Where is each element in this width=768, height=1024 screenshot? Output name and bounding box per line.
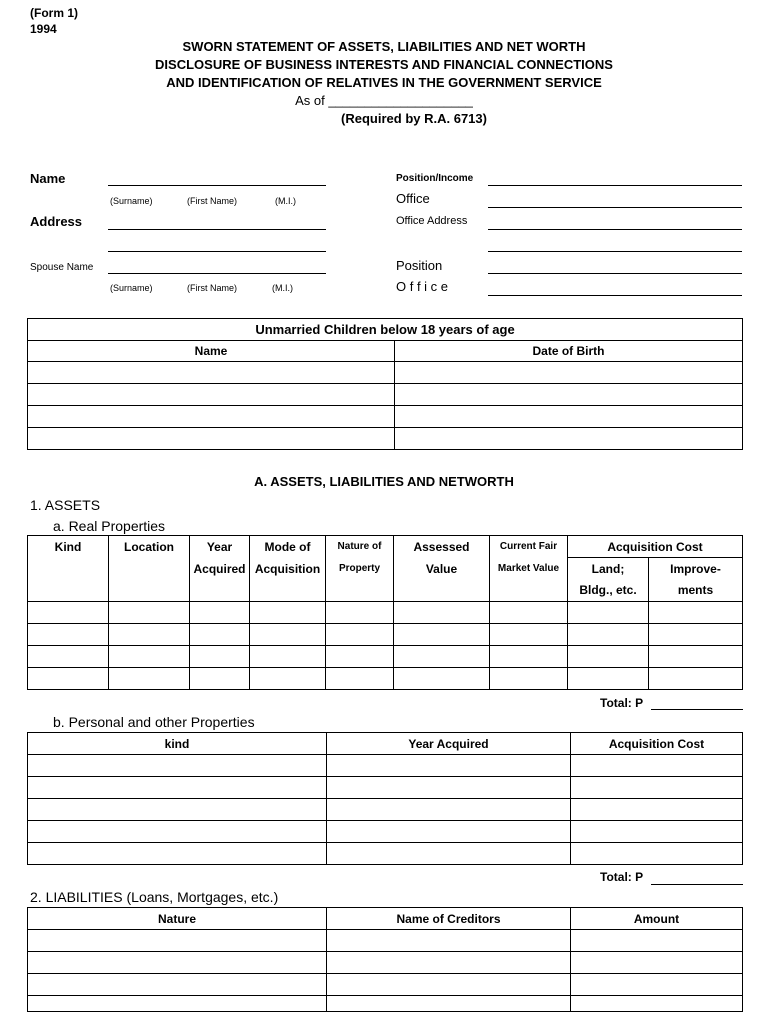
col-cfmv-1: Current Fair [490,536,568,558]
cell[interactable] [571,821,743,843]
table-row [28,952,743,974]
cell[interactable] [28,952,327,974]
personal-properties-table [27,732,743,865]
col-cfmv-2: Market Value [490,558,568,580]
table-row [28,821,743,843]
cell[interactable] [190,624,250,646]
spouse-position-label: Position [396,258,443,273]
child-dob-cell[interactable] [395,362,743,384]
cell[interactable] [649,602,743,624]
name-field[interactable] [108,185,326,186]
child-name-cell[interactable] [28,406,395,428]
assets-heading: 1. ASSETS [30,497,101,513]
cell[interactable] [327,974,571,996]
child-dob-cell[interactable] [395,384,743,406]
col-improvements-1: Improve- [649,558,743,580]
cell[interactable] [327,799,571,821]
cell[interactable] [250,646,326,668]
col-acquisition-cost: Acquisition Cost [568,536,743,558]
cell[interactable] [571,843,743,865]
cell[interactable] [490,624,568,646]
real-properties-heading: a. Real Properties [53,518,166,534]
spouse-name-label: Spouse Name [30,262,94,273]
table-row [28,974,743,996]
cell[interactable] [571,777,743,799]
child-name-cell[interactable] [28,362,395,384]
table-row [28,930,743,952]
col-liab-nature: Nature [28,908,327,930]
cell[interactable] [571,974,743,996]
office-address-field-2[interactable] [488,251,742,252]
col-nature-1: Nature of [326,536,394,558]
cell[interactable] [327,777,571,799]
table-row [28,668,743,690]
cell[interactable] [394,668,490,690]
cell[interactable] [326,602,394,624]
col-land-2: Bldg., etc. [568,580,649,602]
cell[interactable] [490,646,568,668]
cell[interactable] [327,843,571,865]
cell[interactable] [394,624,490,646]
child-name-cell[interactable] [28,384,395,406]
cell[interactable] [571,755,743,777]
col-nature-2: Property [326,558,394,580]
personal-properties-heading: b. Personal and other Properties [53,714,255,730]
section-a-title: A. ASSETS, LIABILITIES AND NETWORTH [254,474,514,489]
col-improvements-2: ments [649,580,743,602]
cell[interactable] [28,668,109,690]
col-liab-amount: Amount [571,908,743,930]
spouse-position-field[interactable] [488,273,742,274]
table-row [28,799,743,821]
cell[interactable] [571,930,743,952]
spouse-first-name-hint: (First Name) [187,283,237,293]
table-row [28,646,743,668]
cell[interactable] [28,799,327,821]
spouse-surname-hint: (Surname) [110,283,153,293]
spouse-name-field[interactable] [108,273,326,274]
cell[interactable] [649,668,743,690]
cell[interactable] [568,602,649,624]
table-row [28,362,743,384]
mi-hint: (M.I.) [275,196,296,206]
cell[interactable] [28,646,109,668]
col-assessed-1: Assessed [394,536,490,558]
cell[interactable] [109,624,190,646]
cell[interactable] [568,668,649,690]
cell[interactable] [326,624,394,646]
cell[interactable] [109,602,190,624]
col-year-2: Acquired [190,558,250,580]
table-row [28,384,743,406]
liabilities-table [27,907,743,1012]
form-label: (Form 1) [30,6,78,20]
cell[interactable] [28,996,327,1012]
cell[interactable] [571,952,743,974]
personal-total-label: Total: P [600,870,644,884]
spouse-mi-hint: (M.I.) [272,283,293,293]
office-field[interactable] [488,207,742,208]
cell[interactable] [327,755,571,777]
cell[interactable] [190,668,250,690]
col-personal-year: Year Acquired [327,733,571,755]
cell[interactable] [326,646,394,668]
child-dob-cell[interactable] [395,406,743,428]
cell[interactable] [568,646,649,668]
table-row [28,602,743,624]
address-field-1[interactable] [108,229,326,230]
cell[interactable] [649,624,743,646]
position-income-field[interactable] [488,185,742,186]
spouse-office-field[interactable] [488,295,742,296]
cell[interactable] [28,821,327,843]
cell[interactable] [490,668,568,690]
title-line-2: DISCLOSURE OF BUSINESS INTERESTS AND FINANCIAL CONNECTIONS [155,57,613,72]
col-mode-2: Acquisition [250,558,326,580]
real-properties-table [27,535,743,690]
cell[interactable] [327,996,571,1012]
position-income-label: Position/Income [396,173,474,184]
title-line-3: AND IDENTIFICATION OF RELATIVES IN THE GOVERNMENT SERVICE [166,75,602,90]
table-row [28,755,743,777]
cell[interactable] [571,799,743,821]
cell[interactable] [568,624,649,646]
children-col-dob: Date of Birth [395,341,743,362]
address-label: Address [30,214,83,229]
office-label: Office [396,191,430,206]
name-label: Name [30,171,66,186]
as-of-line[interactable]: As of ____________________ [295,93,473,108]
child-dob-cell[interactable] [395,428,743,450]
col-assessed-2: Value [394,558,490,580]
col-mode-1: Mode of [250,536,326,558]
cell[interactable] [490,602,568,624]
real-total-field[interactable] [651,709,743,710]
children-col-name: Name [28,341,395,362]
liabilities-heading: 2. LIABILITIES (Loans, Mortgages, etc.) [30,889,279,905]
col-location: Location [109,536,190,602]
surname-hint: (Surname) [110,196,153,206]
col-liab-creditors: Name of Creditors [327,908,571,930]
col-kind: Kind [28,536,109,602]
cell[interactable] [109,668,190,690]
table-row [28,777,743,799]
cell[interactable] [28,777,327,799]
cell[interactable] [327,821,571,843]
cell[interactable] [394,602,490,624]
table-row [28,624,743,646]
cell[interactable] [250,624,326,646]
cell[interactable] [649,646,743,668]
table-row [28,428,743,450]
office-address-label: Office Address [396,215,468,227]
col-land-1: Land; [568,558,649,580]
spouse-office-label: O f f i c e [396,279,449,294]
form-title [0,38,768,128]
col-year-1: Year [190,536,250,558]
cell[interactable] [28,843,327,865]
cell[interactable] [28,624,109,646]
real-total-label: Total: P [600,696,644,710]
cell[interactable] [250,668,326,690]
cell[interactable] [28,602,109,624]
cell[interactable] [109,646,190,668]
first-name-hint: (First Name) [187,196,237,206]
address-field-2[interactable] [108,251,326,252]
col-personal-kind: kind [28,733,327,755]
cell[interactable] [190,646,250,668]
cell[interactable] [190,602,250,624]
cell[interactable] [28,755,327,777]
col-personal-cost: Acquisition Cost [571,733,743,755]
cell[interactable] [571,996,743,1012]
form-header [30,5,78,37]
cell[interactable] [28,930,327,952]
title-line-1: SWORN STATEMENT OF ASSETS, LIABILITIES AND NET WORTH [182,39,586,54]
children-table [27,318,743,450]
cell[interactable] [327,930,571,952]
required-by: (Required by R.A. 6713) [341,111,487,126]
table-row [28,843,743,865]
cell[interactable] [394,646,490,668]
cell[interactable] [327,952,571,974]
table-row [28,996,743,1012]
cell[interactable] [250,602,326,624]
form-year: 1994 [30,22,57,36]
table-row [28,406,743,428]
cell[interactable] [28,974,327,996]
children-title: Unmarried Children below 18 years of age [28,319,743,341]
child-name-cell[interactable] [28,428,395,450]
cell[interactable] [326,668,394,690]
office-address-field-1[interactable] [488,229,742,230]
personal-total-field[interactable] [651,884,743,885]
